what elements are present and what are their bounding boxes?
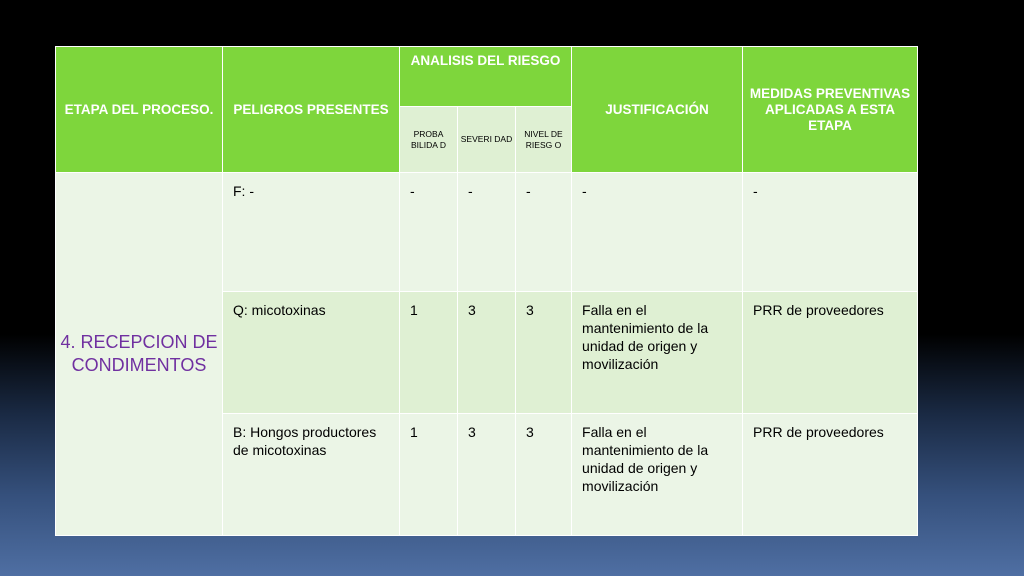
measure-cell: - <box>743 173 918 292</box>
hazard-cell: B: Hongos productores de micotoxinas <box>223 414 400 536</box>
probability-cell: 1 <box>400 414 458 536</box>
risk-level-cell: 3 <box>516 292 572 414</box>
severity-cell: 3 <box>458 414 516 536</box>
header-measures: MEDIDAS PREVENTIVAS APLICADAS A ESTA ETAPA <box>743 47 918 173</box>
probability-cell: - <box>400 173 458 292</box>
risk-level-cell: 3 <box>516 414 572 536</box>
justification-cell: - <box>572 173 743 292</box>
header-stage: ETAPA DEL PROCESO. <box>56 47 223 173</box>
header-justification: JUSTIFICACIÓN <box>572 47 743 173</box>
severity-cell: 3 <box>458 292 516 414</box>
justification-cell: Falla en el mantenimiento de la unidad de origen y movilización <box>572 414 743 536</box>
header-hazards: PELIGROS PRESENTES <box>223 47 400 173</box>
table-row <box>56 173 918 292</box>
header-risk-level: NIVEL DE RIESG O <box>516 107 572 173</box>
probability-cell: 1 <box>400 292 458 414</box>
hazard-cell: Q: micotoxinas <box>223 292 400 414</box>
measure-cell: PRR de proveedores <box>743 414 918 536</box>
justification-cell: Falla en el mantenimiento de la unidad de origen y movilización <box>572 292 743 414</box>
haccp-table <box>55 46 918 536</box>
header-probability: PROBA BILIDA D <box>400 107 458 173</box>
hazard-cell: F: - <box>223 173 400 292</box>
header-risk-analysis: ANALISIS DEL RIESGO <box>400 47 572 107</box>
header-severity: SEVERI DAD <box>458 107 516 173</box>
measure-cell: PRR de proveedores <box>743 292 918 414</box>
risk-level-cell: - <box>516 173 572 292</box>
stage-label: 4. RECEPCION DE CONDIMENTOS <box>56 173 223 536</box>
severity-cell: - <box>458 173 516 292</box>
